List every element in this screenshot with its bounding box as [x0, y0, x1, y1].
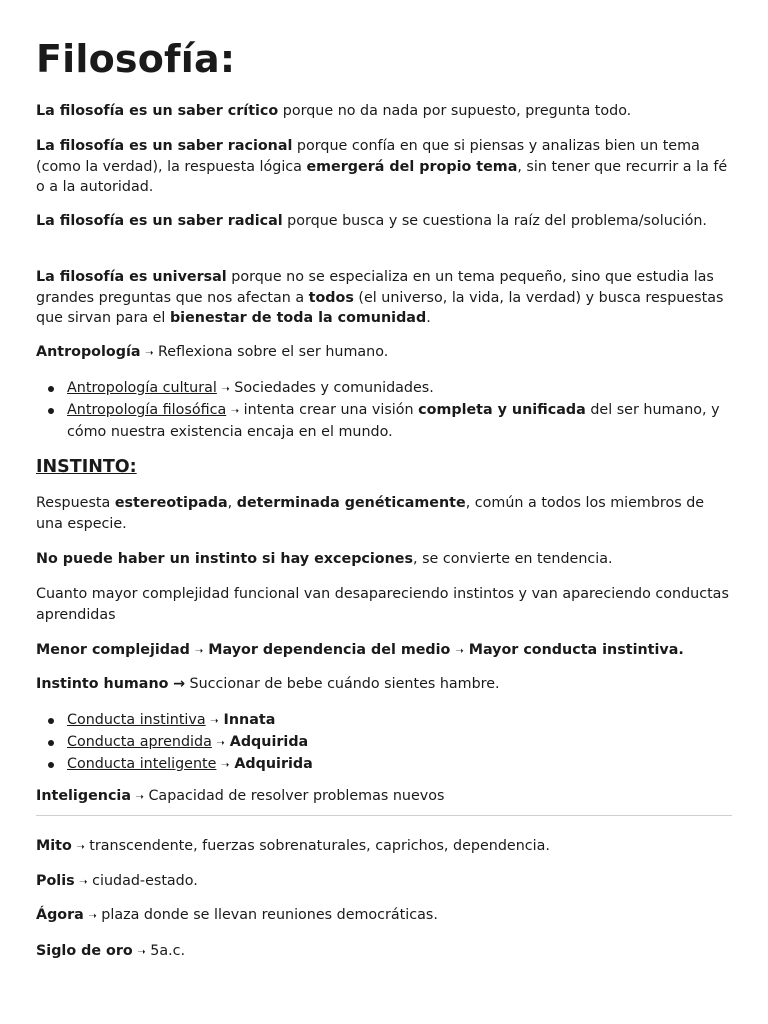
link-antropologia-filosofica[interactable]: Antropología filosófica — [67, 402, 227, 418]
arrow-icon: ➝ — [137, 947, 146, 958]
paragraph-instinto-humano: Instinto humano → Succionar de bebe cuándo sientes hambre. — [36, 676, 500, 692]
paragraph-universal: La filosofía es universal porque no se especializa en un tema pequeño, sino que estudia las grandes preguntas que nos afectan a todos (el universo, la vida, la verdad) y busca respuestas que sirvan para el bienestar de toda la comunidad. — [36, 269, 724, 326]
paragraph-excepciones: No puede haber un instinto si hay excepciones, se convierte en tendencia. — [36, 551, 613, 567]
paragraph-mito: Mito ➝ transcendente, fuerzas sobrenaturales, caprichos, dependencia. — [36, 838, 550, 854]
paragraph-siglo-de-oro: Siglo de oro ➝ 5a.c. — [36, 943, 186, 959]
bullet-icon — [48, 762, 54, 768]
arrow-icon: → — [173, 676, 185, 692]
link-conducta-instintiva[interactable]: Conducta instintiva — [67, 712, 206, 728]
arrow-icon: ➝ — [221, 384, 230, 395]
arrow-icon: ➝ — [455, 646, 464, 657]
arrow-icon: ➝ — [79, 877, 88, 888]
paragraph-menor-complejidad: Menor complejidad ➝ Mayor dependencia del medio ➝ Mayor conducta instintiva. — [36, 642, 684, 658]
paragraph-antropologia: Antropología ➝ Reflexiona sobre el ser humano. — [36, 344, 389, 360]
bullet-icon — [48, 740, 54, 746]
link-conducta-aprendida[interactable]: Conducta aprendida — [67, 734, 212, 750]
list-item: Conducta instintiva ➝ Innata — [36, 710, 732, 732]
link-antropologia-cultural[interactable]: Antropología cultural — [67, 380, 217, 396]
page-title: Filosofía: — [36, 37, 236, 81]
bullet-icon — [48, 408, 54, 414]
arrow-icon: ➝ — [216, 738, 225, 749]
paragraph-radical: La filosofía es un saber radical porque busca y se cuestiona la raíz del problema/solución. — [36, 213, 707, 229]
paragraph-complejidad: Cuanto mayor complejidad funcional van desapareciendo instintos y van apareciendo conductas aprendidas — [36, 586, 729, 623]
arrow-icon: ➝ — [145, 348, 154, 359]
paragraph-respuesta: Respuesta estereotipada, determinada genéticamente, común a todos los miembros de una especie. — [36, 495, 705, 532]
list-item: Antropología cultural ➝ Sociedades y comunidades. — [36, 378, 732, 400]
antropologia-list — [36, 378, 732, 442]
paragraph-inteligencia: Inteligencia ➝ Capacidad de resolver problemas nuevos — [36, 788, 445, 804]
link-conducta-inteligente[interactable]: Conducta inteligente — [67, 756, 217, 772]
arrow-icon: ➝ — [230, 406, 240, 417]
arrow-icon: ➝ — [220, 760, 230, 771]
arrow-icon: ➝ — [194, 646, 204, 657]
conducta-list — [36, 710, 732, 776]
arrow-icon: ➝ — [135, 792, 144, 803]
arrow-icon: ➝ — [88, 911, 97, 922]
paragraph-agora: Ágora ➝ plaza donde se llevan reuniones democráticas. — [36, 907, 438, 923]
bullet-icon — [48, 386, 54, 392]
list-item: Conducta inteligente ➝ Adquirida — [36, 754, 732, 776]
bullet-icon — [48, 718, 54, 724]
paragraph-racional: La filosofía es un saber racional porque confía en que si piensas y analizas bien un tema (como la verdad), la respuesta lógica emergerá del propio tema, sin tener que recurrir a la fé o a la autoridad. — [36, 138, 728, 195]
paragraph-critico: La filosofía es un saber crítico porque no da nada por supuesto, pregunta todo. — [36, 103, 632, 119]
divider — [36, 815, 732, 816]
arrow-icon: ➝ — [210, 716, 219, 727]
paragraph-polis: Polis ➝ ciudad-estado. — [36, 873, 198, 889]
list-item: Antropología filosófica ➝ intenta crear una visión completa y unificada del ser humano, y cómo nuestra existencia encaja en el mundo. — [36, 400, 732, 442]
section-heading-instinto: INSTINTO: — [36, 457, 137, 477]
arrow-icon: ➝ — [76, 842, 85, 853]
list-item: Conducta aprendida ➝ Adquirida — [36, 732, 732, 754]
